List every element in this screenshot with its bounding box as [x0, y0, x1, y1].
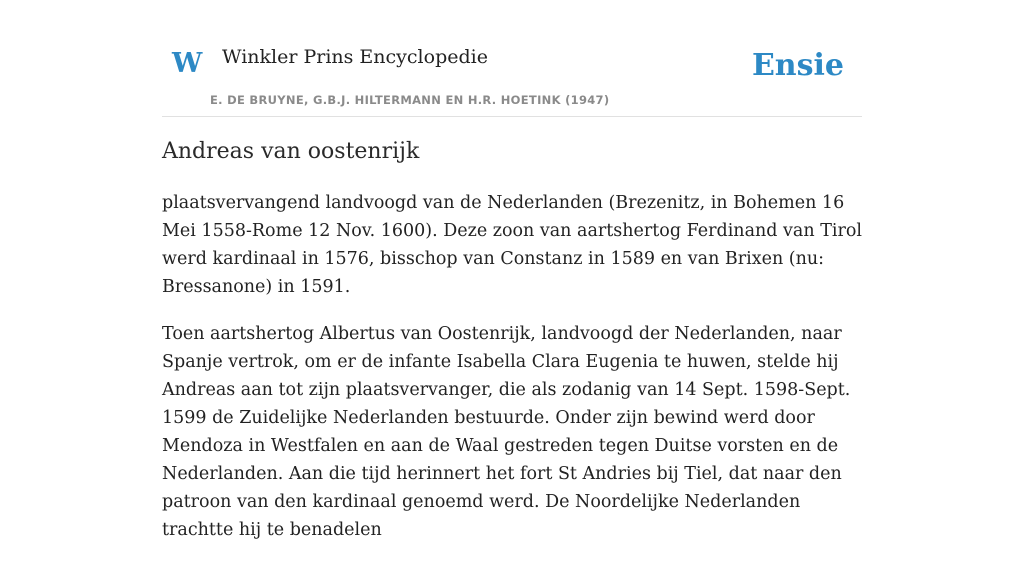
article-paragraph: Toen aartshertog Albertus van Oostenrijk, landvoogd der Nederlanden, naar Spanje vertrok, om er de infante Isabella Clara Eugenia te huwen, stelde hij Andreas aan tot zijn plaatsvervanger, die als zodanig van 14 Sept. 1598-Sept. 1599 de Zuidelijke Nederlanden bestuurde. Onder zijn bewind werd door Mendoza in Westfalen en aan de Waal gestreden tegen Duitse vorsten en de Nederlanden. Aan die tijd herinnert het fort St Andries bij Tiel, dat naar den patroon van den kardinaal genoemd werd. De Noordelijke Nederlanden trachtte hij te benadelen [162, 323, 851, 540]
source-title[interactable]: Winkler Prins Encyclopedie [222, 46, 488, 68]
article [162, 138, 862, 563]
source-logo-icon[interactable]: W [172, 48, 203, 79]
brand-logo[interactable]: Ensie [751, 48, 844, 83]
source-authors: E. DE BRUYNE, G.B.J. HILTERMANN EN H.R. HOETINK (1947) [210, 93, 610, 107]
article-paragraph: plaatsvervangend landvoogd van de Nederlanden (Brezenitz, in Bohemen 16 Mei 1558-Rome 12 Nov. 1600). Deze zoon van aartshertog Ferdinand van Tirol werd kardinaal in 1576, bisschop van Constanz in 1589 en van Brixen (nu: Bressanone) in 1591. [162, 192, 862, 297]
site-header [162, 0, 862, 117]
article-title: Andreas van oostenrijk [162, 139, 420, 164]
